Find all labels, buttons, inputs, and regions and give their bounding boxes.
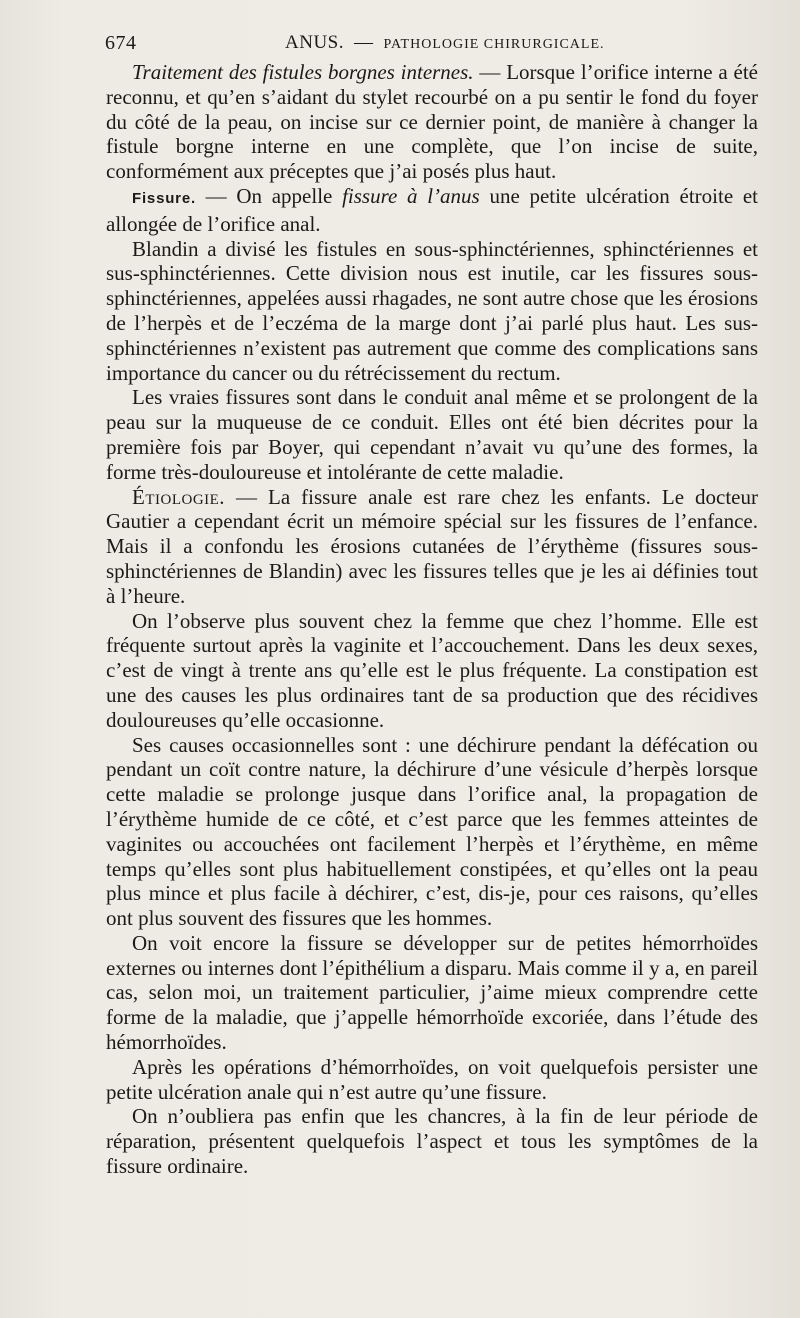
page-number: 674 bbox=[105, 32, 137, 54]
paragraph-text: — La fissure anale est rare chez les enfants. Le docteur Gautier a cependant écrit un mémoire spécial sur les fissures de l’enfance. Mais il a confondu les érosions cutanées de l’érythème (fissures sous-sphinctériennes de Blandin) avec les fissures telles que je les ai définies tout à l’heure. bbox=[106, 484, 758, 608]
paragraph: Blandin a divisé les fistules en sous-sphinctériennes, sphinctériennes et sus-sphinctériennes. Cette division nous est inutile, car les fissures sous-sphinctériennes, appelées aussi rhagades, ne sont autre chose que les érosions de l’herpès et de l’eczéma de la marge dont j’ai parlé plus haut. Les sus-sphinctériennes n’existent pas autrement que comme des complications sans importance du cancer ou du rétrécissement du rectum. bbox=[106, 236, 758, 385]
paragraph-text: — On appelle bbox=[195, 183, 343, 208]
paragraph: On voit encore la fissure se développer sur de petites hémorrhoïdes externes ou internes dont l’épithélium a disparu. Mais comme il y a, en pareil cas, selon moi, un traitement particulier, j’aime mieux comprendre cette forme de la maladie, que j’appelle hémorrhoïde excoriée, dans l’étude des hémorrhoïdes. bbox=[106, 930, 758, 1055]
header-subtitle: PATHOLOGIE CHIRURGICALE. bbox=[383, 37, 605, 52]
section-heading-fissure: Fissure. bbox=[132, 189, 196, 207]
defined-term: fissure à l’anus bbox=[342, 183, 480, 208]
paragraph bbox=[106, 485, 758, 609]
paragraph: Ses causes occasionnelles sont : une déchirure pendant la défécation ou pendant un coït contre nature, la déchirure d’une vésicule d’herpès lorsque cette maladie se prolonge jusque dans l’orifice anal, la propagation de l’érythème humide de ce côté, et c’est parce que les femmes atteintes de vaginites ou accouchées ont facilement l’herpès et l’érythème, en même temps qu’elles sont plus habituellement constipées, et qu’elles ont la peau plus mince et plus facile à déchirer, c’est, dis-je, pour ces raisons, qu’elles ont plus souvent des fissures que les hommes. bbox=[106, 732, 758, 931]
paragraph bbox=[106, 60, 758, 184]
paragraph-text: — Lorsque l’orifice interne a été reconnu, et qu’en s’aidant du stylet recourbé on a pu sentir le fond du foyer du côté de la peau, on incise sur ce dernier point, de manière à changer la fistule borgne interne en une complète, que l’on incise de suite, conformément aux préceptes que j’ai posés plus haut. bbox=[106, 60, 758, 184]
running-header bbox=[105, 32, 760, 58]
paragraph: Les vraies fissures sont dans le conduit anal même et se prolongent de la peau sur la muqueuse de ce conduit. Elles ont été bien décrites pour la première fois par Boyer, qui cependant n’avait vu qu’une des formes, la forme très-douloureuse et intolérante de cette maladie. bbox=[106, 385, 758, 484]
paragraph bbox=[106, 184, 758, 237]
header-title bbox=[285, 32, 605, 54]
paragraph: On l’observe plus souvent chez la femme que chez l’homme. Elle est fréquente surtout après la vaginite et l’accouchement. Dans les deux sexes, c’est de vingt à trente ans qu’elle est le plus fréquente. La constipation est une des causes les plus ordinaires tant de sa production que des récidives douloureuses qu’elle occasionne. bbox=[106, 608, 758, 732]
header-main-title: ANUS. bbox=[285, 32, 344, 53]
paragraph: On n’oubliera pas enfin que les chancres, à la fin de leur période de réparation, présentent quelquefois l’aspect et tous les symptômes de la fissure ordinaire. bbox=[106, 1104, 758, 1179]
section-heading-etiologie: Étiologie. bbox=[132, 484, 226, 509]
paragraph-text: une petite ulcération étroite et allongée de l’orifice anal. bbox=[106, 183, 759, 236]
section-heading-italic: Traitement des fistules borgnes internes. bbox=[132, 60, 474, 84]
paragraph: Après les opérations d’hémorrhoïdes, on voit quelquefois persister une petite ulcération anale qui n’est autre qu’une fissure. bbox=[106, 1054, 758, 1104]
header-separator: — bbox=[353, 32, 374, 53]
body-text bbox=[106, 60, 758, 1179]
